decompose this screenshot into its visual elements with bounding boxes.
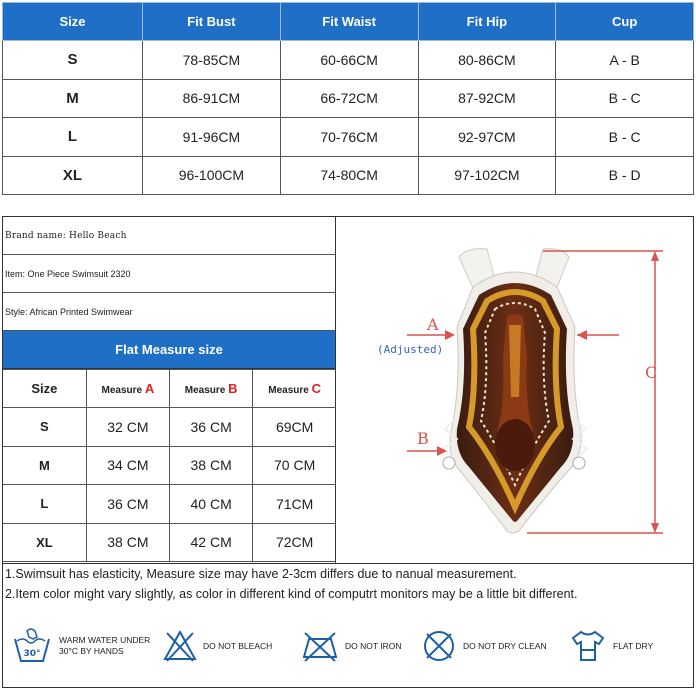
measure-letter-b: B: [228, 381, 238, 396]
header-fit-hip: Fit Hip: [418, 3, 556, 41]
measure-b-cell: 38 CM: [170, 446, 253, 485]
swimsuit-illustration: [337, 217, 693, 563]
flat-size-cell: L: [3, 485, 86, 524]
measure-b-cell: 40 CM: [170, 485, 253, 524]
flat-size-cell: M: [3, 446, 86, 485]
table-row: [3, 41, 694, 80]
flat-measure-table: [3, 369, 336, 562]
header-size: Size: [3, 3, 143, 41]
measure-a-cell: 36 CM: [86, 485, 169, 524]
flat-dry-icon: [569, 628, 607, 664]
hip-cell: 92-97CM: [418, 118, 556, 157]
product-details-column: [3, 217, 336, 563]
care-no-iron: [301, 621, 402, 671]
hip-cell: 87-92CM: [418, 79, 556, 118]
care-bleach-label: DO NOT BLEACH: [203, 640, 273, 651]
measure-b-cell: 36 CM: [170, 408, 253, 447]
care-flat-dry: [569, 621, 653, 671]
waist-cell: 70-76CM: [280, 118, 418, 157]
size-cell: XL: [3, 156, 143, 195]
size-chart-header-row: [3, 3, 694, 41]
swimsuit-diagram: [337, 217, 693, 563]
table-row: [3, 485, 336, 524]
diagram-label-adjusted: (Adjusted): [377, 343, 444, 356]
cup-cell: B - C: [556, 118, 694, 157]
care-dry-clean-label: DO NOT DRY CLEAN: [463, 640, 547, 651]
measure-prefix: Measure: [101, 385, 143, 396]
measure-b-cell: 42 CM: [170, 523, 253, 562]
table-row: [3, 118, 694, 157]
item-name: Item: One Piece Swimsuit 2320: [3, 255, 335, 293]
header-fit-waist: Fit Waist: [280, 3, 418, 41]
hip-cell: 80-86CM: [418, 41, 556, 80]
note-color: 2.Item color might vary slightly, as color in different kind of computrt monitors may be a little bit different.: [5, 587, 578, 601]
table-row: [3, 523, 336, 562]
no-bleach-icon: [163, 629, 197, 663]
flat-size-cell: XL: [3, 523, 86, 562]
brand-name: Brand name: Hello Beach: [3, 217, 335, 255]
measure-a-cell: 38 CM: [86, 523, 169, 562]
table-row: [3, 408, 336, 447]
measure-a-cell: 34 CM: [86, 446, 169, 485]
wash-line-2: 30°C BY HANDS: [59, 646, 124, 656]
diagram-label-a: A: [427, 315, 439, 334]
waist-cell: 66-72CM: [280, 79, 418, 118]
wash-temp-text: 30°: [23, 649, 41, 659]
measure-c-cell: 69CM: [253, 408, 336, 447]
measure-a-cell: 32 CM: [86, 408, 169, 447]
flat-header-size: Size: [3, 370, 86, 408]
cup-cell: B - C: [556, 79, 694, 118]
no-iron-icon: [301, 629, 339, 663]
style-name: Style: African Printed Swimwear: [3, 293, 335, 331]
measure-prefix: Measure: [268, 385, 309, 396]
measure-letter-a: A: [144, 381, 155, 396]
care-no-bleach: [163, 621, 272, 671]
bust-cell: 96-100CM: [143, 156, 281, 195]
header-fit-bust: Fit Bust: [143, 3, 281, 41]
size-cell: S: [3, 41, 143, 80]
bust-cell: 86-91CM: [143, 79, 281, 118]
product-info-box: [2, 216, 694, 688]
measure-prefix: Measure: [184, 385, 226, 396]
measure-letter-c: C: [311, 381, 321, 396]
care-hand-wash: [11, 621, 150, 671]
waist-cell: 60-66CM: [280, 41, 418, 80]
table-row: [3, 79, 694, 118]
flat-size-cell: S: [3, 408, 86, 447]
hand-wash-icon: [11, 625, 53, 667]
size-chart-table: [2, 2, 694, 195]
care-flat-dry-label: FLAT DRY: [613, 640, 654, 651]
hip-cell: 97-102CM: [418, 156, 556, 195]
waist-cell: 74-80CM: [280, 156, 418, 195]
cup-cell: B - D: [556, 156, 694, 195]
flat-header-measure-c: [253, 370, 336, 408]
diagram-label-c: C: [645, 363, 658, 382]
note-elasticity: 1.Swimsuit has elasticity, Measure size may have 2-3cm differs due to nanual measurement.: [5, 567, 517, 581]
flat-measure-title: Flat Measure size: [3, 331, 335, 369]
flat-header-measure-a: [86, 370, 169, 408]
bust-cell: 78-85CM: [143, 41, 281, 80]
care-wash-label: [59, 635, 150, 657]
diagram-label-b: B: [417, 429, 429, 448]
measure-c-cell: 70 CM: [253, 446, 336, 485]
measure-c-cell: 72CM: [253, 523, 336, 562]
size-cell: L: [3, 118, 143, 157]
notes-section: [3, 563, 693, 604]
bust-cell: 91-96CM: [143, 118, 281, 157]
measure-c-cell: 71CM: [253, 485, 336, 524]
care-iron-label: DO NOT IRON: [345, 640, 402, 651]
care-instructions: [3, 611, 693, 687]
flat-header-measure-b: [170, 370, 253, 408]
size-cell: M: [3, 79, 143, 118]
table-row: [3, 446, 336, 485]
table-row: [3, 156, 694, 195]
cup-cell: A - B: [556, 41, 694, 80]
header-cup: Cup: [556, 3, 694, 41]
no-dry-clean-icon: [421, 628, 457, 664]
flat-measure-header-row: [3, 370, 336, 408]
wash-line-1: WARM WATER UNDER: [59, 635, 151, 645]
care-no-dry-clean: [421, 621, 547, 671]
